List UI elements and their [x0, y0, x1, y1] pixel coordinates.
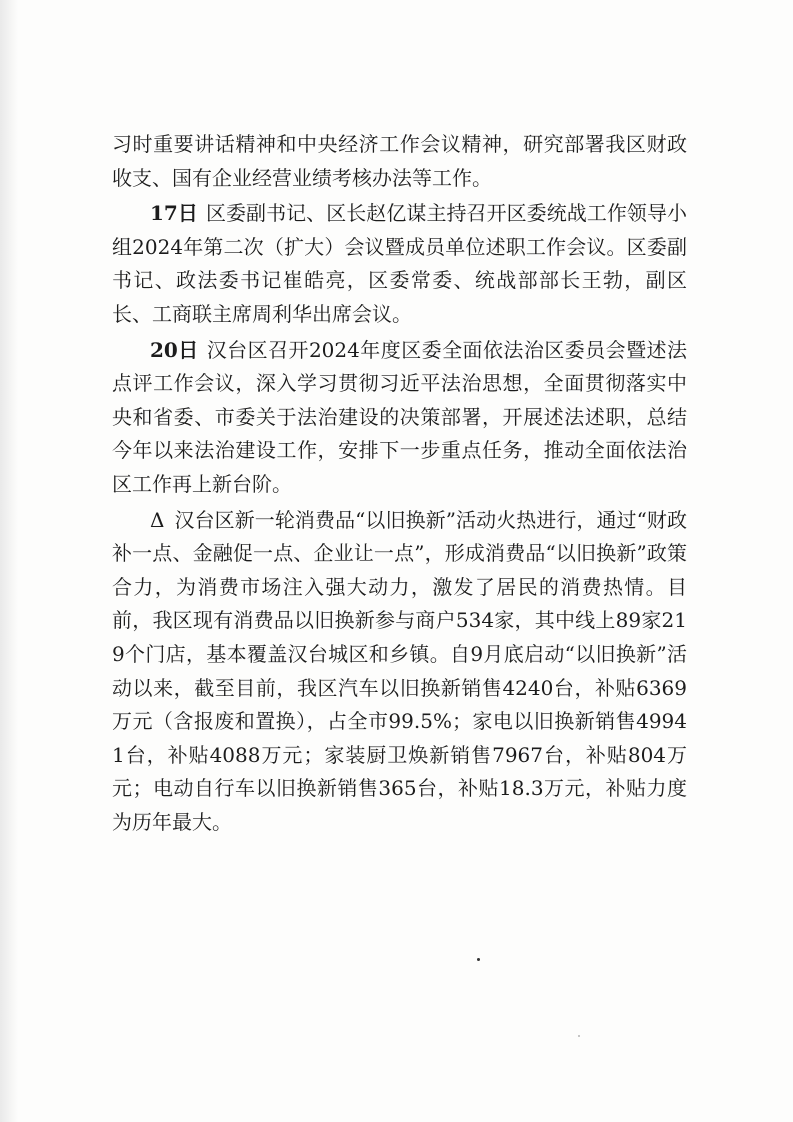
paragraph-text: 汉台区新一轮消费品“以旧换新”活动火热进行，通过“财政补一点、金融促一点、企业让一点”，形成消费品“以旧换新”政策合力，为消费市场注入强大动力，激发了居民的消费热情。目前，我区现有消费品以旧换新参与商户534家，其中线上89家219个门店，基本覆盖汉台城区和乡镇。自9月底启动“以旧换新”活动以来，截至目前，我区汽车以旧换新销售4240台，补贴6369万元（含报废和置换），占全市99.5%；家电以旧换新销售49941台，补贴4088万元；家装厨卫焕新销售7967台，补贴804万元；电动自行车以旧换新销售365台，补贴18.3万元，补贴力度为历年最大。: [112, 507, 687, 834]
paragraph-text: 汉台区召开2024年度区委全面依法治区委员会暨述法点评工作会议，深入学习贯彻习近平法治思想，全面贯彻落实中央和省委、市委关于法治建设的决策部署，开展述法述职，总结今年以来法治建设工作，安排下一步重点任务，推动全面依法治区工作再上新台阶。: [112, 337, 687, 496]
date-label: 17日: [150, 201, 198, 226]
paragraph-trade-in: [112, 504, 687, 840]
document-body: [112, 128, 687, 839]
paragraph-entry-17: [112, 197, 687, 331]
scan-shadow: [0, 0, 18, 1122]
scan-speck: [477, 958, 480, 961]
paragraph-entry-20: [112, 334, 687, 502]
delta-marker: Δ: [150, 507, 165, 532]
date-label: 20日: [150, 337, 199, 362]
paragraph-text: 习时重要讲话精神和中央经济工作会议精神，研究部署我区财政收支、国有企业经营业绩考核办法等工作。: [112, 132, 687, 190]
paragraph-text: 区委副书记、区长赵亿谋主持召开区委统战工作领导小组2024年第二次（扩大）会议暨成员单位述职工作会议。区委副书记、政法委书记崔皓亮，区委常委、统战部部长王勃，副区长、工商联主席周利华出席会议。: [112, 201, 688, 326]
paragraph-continuation: [112, 128, 687, 195]
scan-speck: [578, 1035, 580, 1037]
